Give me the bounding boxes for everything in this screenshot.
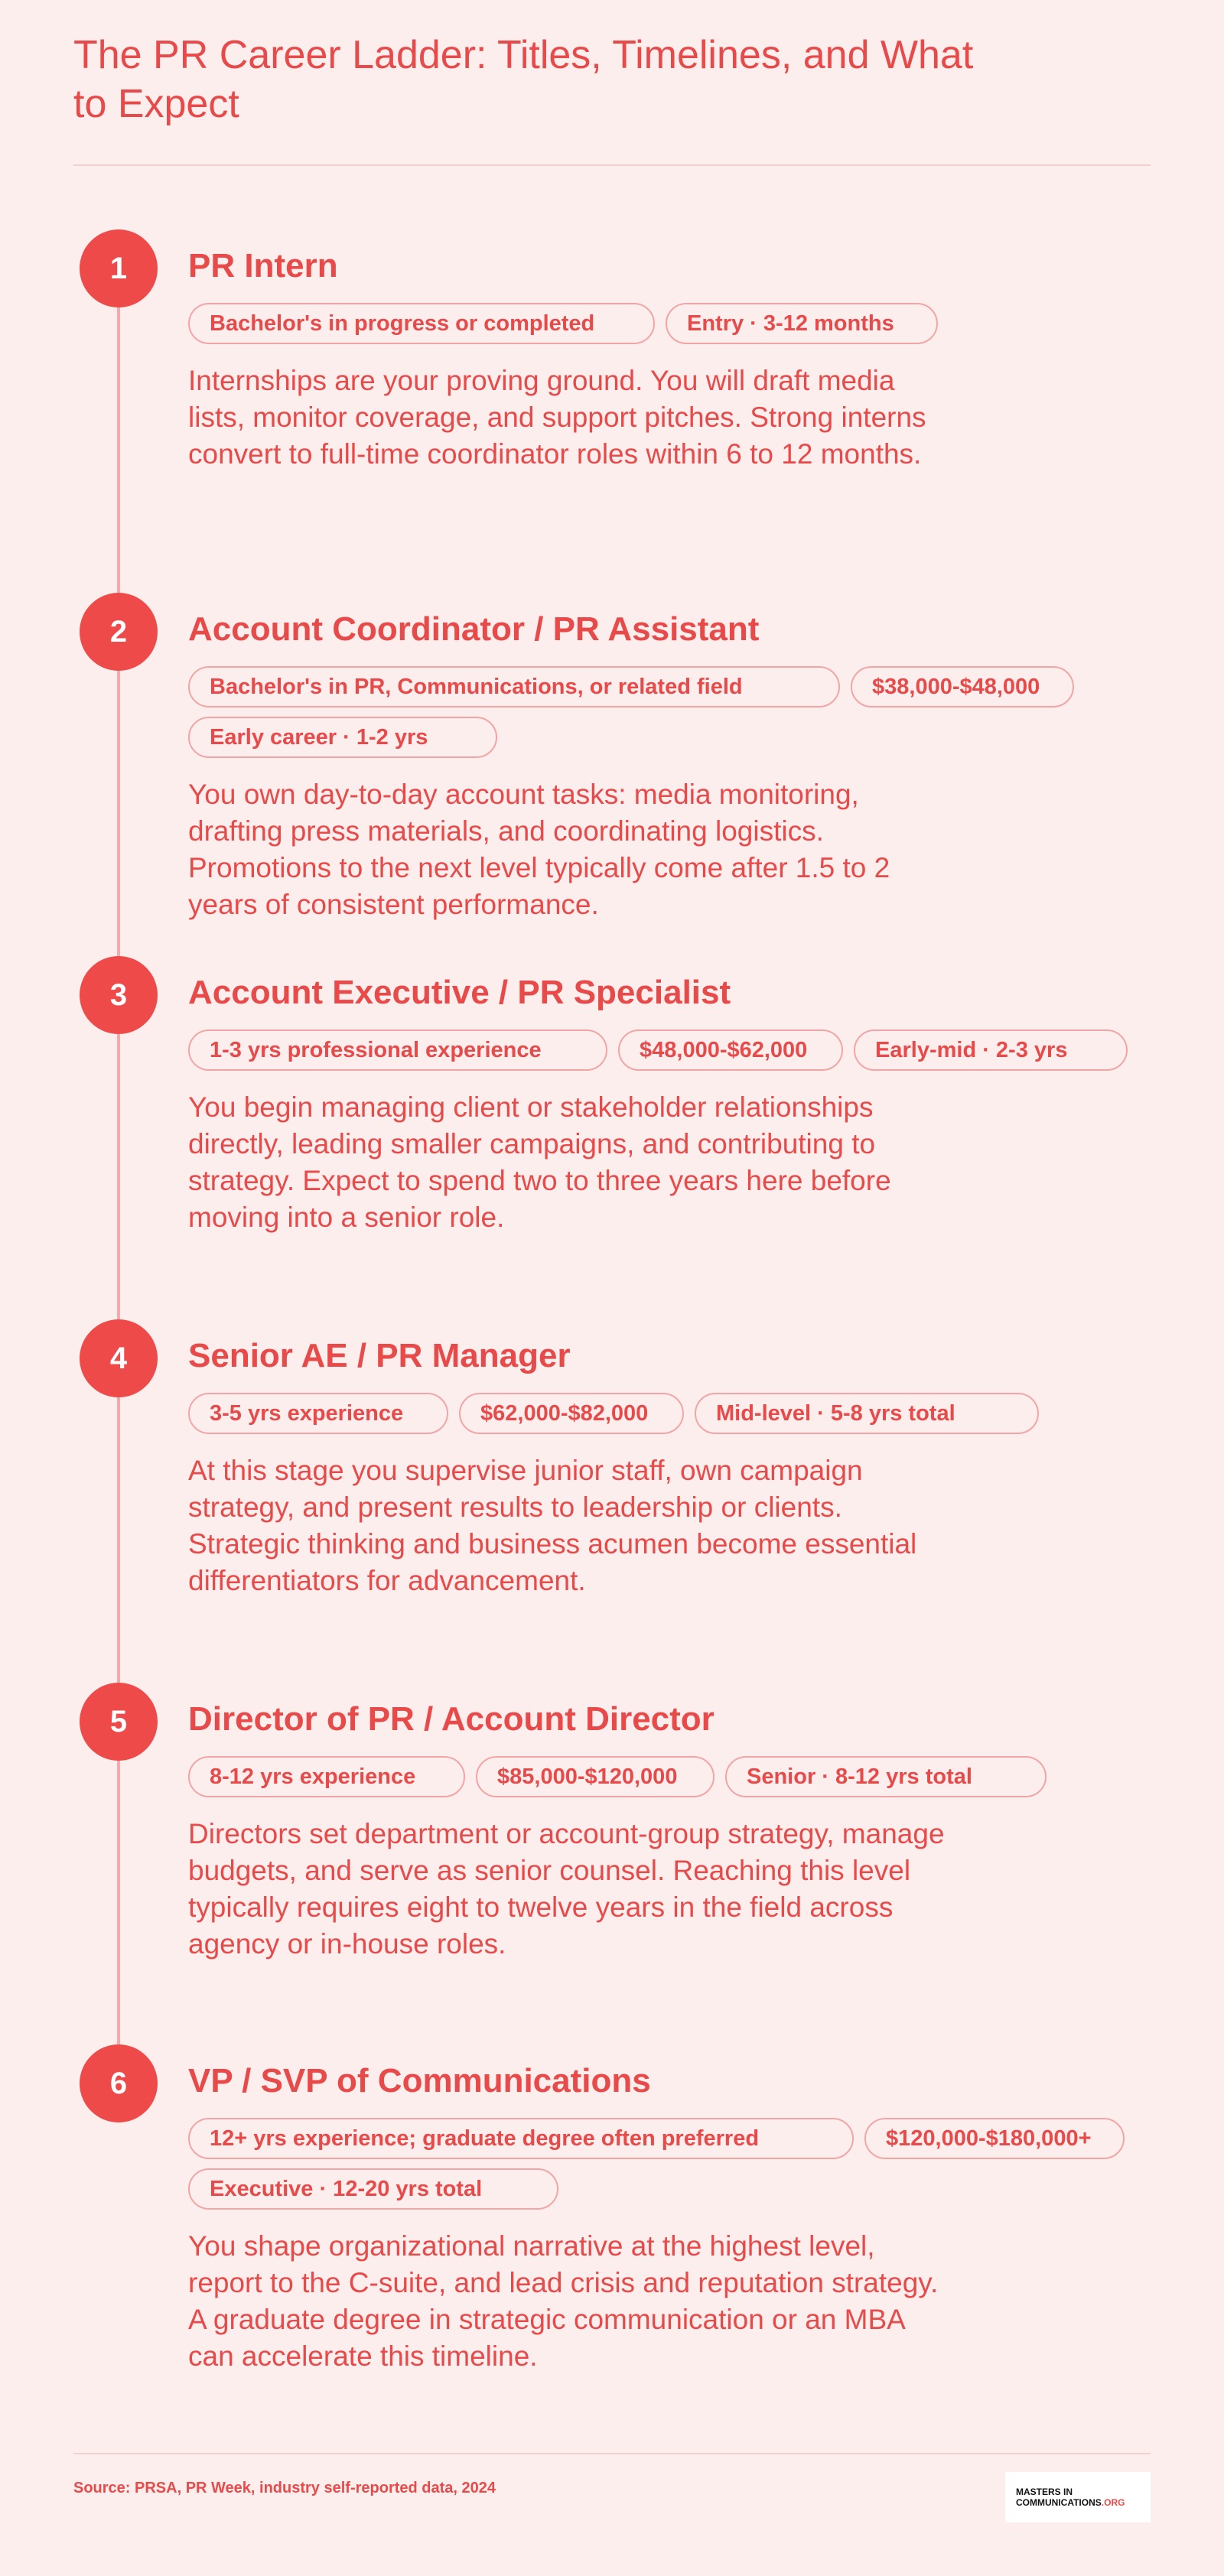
education-tag: Bachelor's in progress or completed: [188, 303, 655, 344]
step-title: Account Coordinator / PR Assistant: [188, 610, 760, 648]
level-tag: Executive · 12-20 yrs total: [188, 2168, 558, 2210]
step-tags: [188, 1029, 1160, 1071]
timeline-line: [117, 264, 120, 2077]
level-tag: Early-mid · 2-3 yrs: [854, 1029, 1128, 1071]
level-tag: Senior · 8-12 yrs total: [725, 1756, 1047, 1797]
step-title: VP / SVP of Communications: [188, 2062, 651, 2100]
step-description: Internships are your proving ground. You will draft media lists, monitor coverage, and support pitches. Strong interns convert to full-time coordinator roles within 6 to 12 months.: [188, 365, 926, 470]
step-tags: [188, 1393, 1160, 1434]
logo-line-1: MASTERS IN: [1016, 2487, 1073, 2497]
footer-divider: [73, 2453, 1151, 2454]
step-title: Director of PR / Account Director: [188, 1700, 715, 1738]
education-tag: Bachelor's in PR, Communications, or related field: [188, 666, 840, 707]
salary-tag: $48,000-$62,000: [618, 1029, 843, 1071]
source-note: Source: PRSA, PR Week, industry self-reported data, 2024: [73, 2480, 496, 2496]
step-description: Directors set department or account-group strategy, manage budgets, and serve as senior counsel. Reaching this level typically requires eight to twelve years in the field across agency or in-house roles.: [188, 1818, 945, 1960]
step-number-badge: 6: [80, 2044, 158, 2122]
salary-tag: $62,000-$82,000: [459, 1393, 684, 1434]
step-description: You begin managing client or stakeholder relationships directly, leading smaller campaigns, and contributing to strategy. Expect to spend two to three years here before moving into a senior role.: [188, 1091, 891, 1233]
step-number-badge: 5: [80, 1683, 158, 1761]
level-tag: Mid-level · 5-8 yrs total: [695, 1393, 1039, 1434]
level-tag: Early career · 1-2 yrs: [188, 717, 497, 758]
step-description: You own day-to-day account tasks: media monitoring, drafting press materials, and coordinating logistics. Promotions to the next level typically come after 1.5 to 2 years of consistent performance.: [188, 779, 890, 920]
step-number-badge: 2: [80, 593, 158, 671]
level-tag: Entry · 3-12 months: [666, 303, 938, 344]
step-number-badge: 1: [80, 229, 158, 307]
step-tags: [188, 2118, 1160, 2210]
step-number-badge: 3: [80, 956, 158, 1034]
step-description: At this stage you supervise junior staff, own campaign strategy, and present results to leadership or clients. Strategic thinking and business acumen become essential differentiators for advancement.: [188, 1455, 917, 1596]
logo-line-2: COMMUNICATIONS.ORG: [1016, 2497, 1125, 2508]
education-tag: 3-5 yrs experience: [188, 1393, 448, 1434]
step-description: You shape organizational narrative at the highest level, report to the C-suite, and lead crisis and reputation strategy. A graduate degree in strategic communication or an MBA can accelerate this timeline.: [188, 2230, 939, 2372]
step-title: Senior AE / PR Manager: [188, 1337, 571, 1374]
salary-tag: $38,000-$48,000: [851, 666, 1074, 707]
education-tag: 8-12 yrs experience: [188, 1756, 465, 1797]
step-tags: [188, 666, 1160, 758]
step-tags: [188, 303, 1160, 344]
salary-tag: $85,000-$120,000: [476, 1756, 715, 1797]
education-tag: 1-3 yrs professional experience: [188, 1029, 607, 1071]
salary-tag: $120,000-$180,000+: [864, 2118, 1125, 2159]
brand-logo: [1005, 2472, 1151, 2522]
education-tag: 12+ yrs experience; graduate degree often preferred: [188, 2118, 854, 2159]
page-title: The PR Career Ladder: Titles, Timelines, and What to Expect: [73, 33, 974, 126]
header-divider: [73, 164, 1151, 166]
step-number-badge: 4: [80, 1319, 158, 1397]
step-title: PR Intern: [188, 247, 338, 285]
step-tags: [188, 1756, 1160, 1797]
step-title: Account Executive / PR Specialist: [188, 974, 731, 1011]
